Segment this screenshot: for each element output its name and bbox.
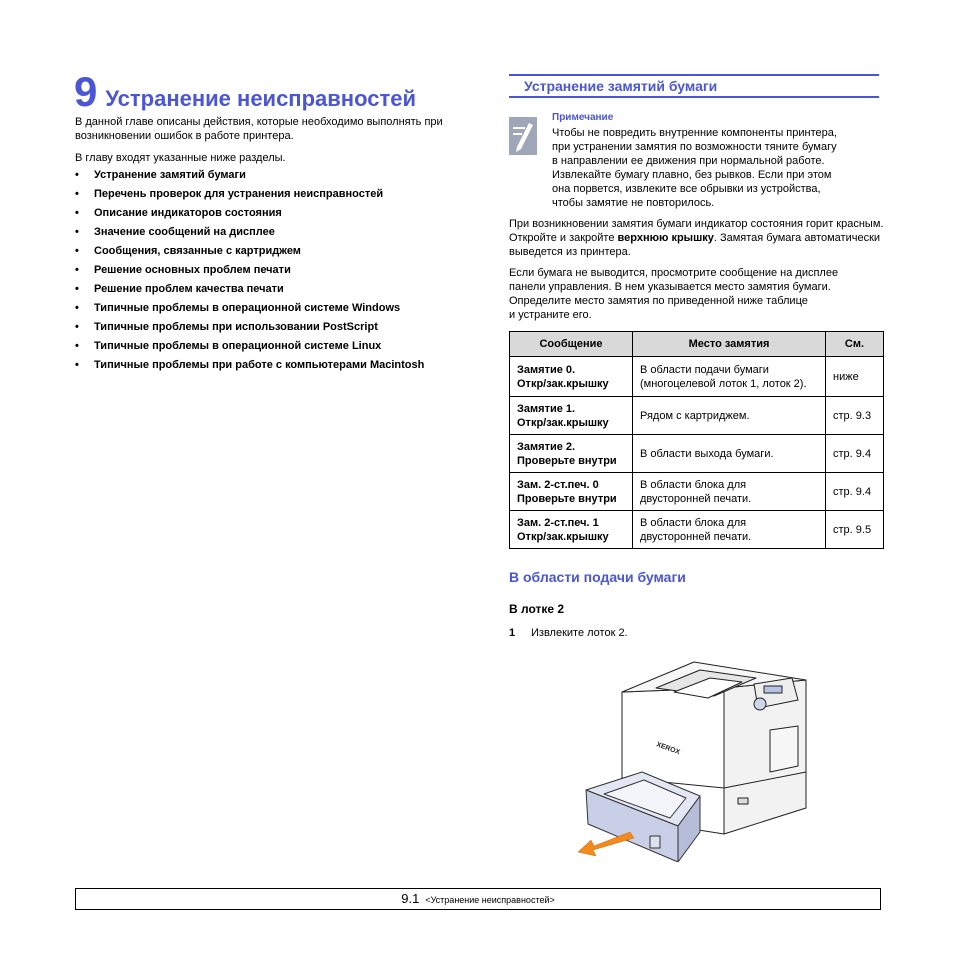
chapter-number: 9 bbox=[74, 68, 98, 115]
section-link[interactable]: • Типичные проблемы при использовании PostScript bbox=[75, 320, 465, 339]
note-line: она порвется, извлеките все обрывки из устройства, bbox=[552, 183, 821, 195]
jam-see-link[interactable]: стр. 9.5 bbox=[826, 511, 884, 549]
jam-location-cell: В области подачи бумаги (многоцелевой лоток 1, лоток 2). bbox=[633, 357, 826, 397]
subsubsection-title: В лотке 2 bbox=[509, 602, 565, 616]
chapter-title bbox=[74, 68, 416, 116]
jam-see-link[interactable]: стр. 9.3 bbox=[826, 397, 884, 435]
table-row bbox=[510, 397, 884, 435]
footer-chapter-title: <Устранение неисправностей> bbox=[425, 895, 555, 905]
para-emphasis: верхнюю крышку bbox=[617, 232, 714, 244]
jam-location-table bbox=[509, 331, 884, 549]
step-number: 1 bbox=[509, 627, 516, 639]
chapter-section-list bbox=[75, 168, 465, 377]
jam-message-cell: Зам. 2-ст.печ. 1 Откр/зак.крышку bbox=[510, 511, 633, 549]
chapter-intro-sections: В главу входят указанные ниже разделы. bbox=[75, 152, 286, 164]
jam-location-cell: В области выхода бумаги. bbox=[633, 435, 826, 473]
table-header-row bbox=[510, 332, 884, 357]
chapter-heading: Устранение неисправностей bbox=[105, 86, 417, 111]
section-link[interactable]: • Сообщения, связанные с картриджем bbox=[75, 244, 465, 263]
para-line: и устраните его. bbox=[509, 309, 592, 321]
section-link[interactable]: • Типичные проблемы в операционной системе Linux bbox=[75, 339, 465, 358]
note-label: Примечание bbox=[552, 112, 614, 123]
page-footer bbox=[75, 888, 881, 910]
jam-location-cell: В области блока для двусторонней печати. bbox=[633, 473, 826, 511]
jam-message-cell: Замятие 1. Откр/зак.крышку bbox=[510, 397, 633, 435]
section-link[interactable]: • Решение основных проблем печати bbox=[75, 263, 465, 282]
jam-message-cell: Замятие 2. Проверьте внутри bbox=[510, 435, 633, 473]
para-line: панели управления. В нем указывается место замятия бумаги. bbox=[509, 281, 831, 293]
column-header-location: Место замятия bbox=[633, 332, 826, 357]
section-link[interactable]: • Устранение замятий бумаги bbox=[75, 168, 465, 187]
note-line: чтобы замятие не повторилось. bbox=[552, 197, 715, 209]
printer-illustration bbox=[574, 648, 812, 862]
section-link[interactable]: • Решение проблем качества печати bbox=[75, 282, 465, 301]
para-text: . Замятая бумага автоматически выведется из принтера. bbox=[509, 232, 881, 258]
section-link[interactable]: • Перечень проверок для устранения неисправностей bbox=[75, 187, 465, 206]
column-header-see: См. bbox=[826, 332, 884, 357]
table-row bbox=[510, 511, 884, 549]
page-number: 9.1 bbox=[401, 891, 420, 906]
jam-see-link[interactable]: стр. 9.4 bbox=[826, 435, 884, 473]
section-title: Устранение замятий бумаги bbox=[509, 74, 879, 98]
column-header-message: Сообщение bbox=[510, 332, 633, 357]
jam-see-cell: ниже bbox=[826, 357, 884, 397]
printer-brand: XEROX bbox=[655, 741, 681, 757]
para-text: При возникновении замятия бумаги индикатор состояния горит красным. Откройте и закройте bbox=[509, 218, 884, 244]
note-text bbox=[552, 126, 872, 210]
jam-display-paragraph bbox=[509, 266, 889, 322]
note-line: Чтобы не повредить внутренние компоненты принтера, bbox=[552, 127, 837, 139]
section-link[interactable]: • Типичные проблемы при работе с компьютерами Macintosh bbox=[75, 358, 465, 377]
step-text: Извлеките лоток 2. bbox=[531, 627, 628, 639]
jam-message-cell: Зам. 2-ст.печ. 0 Проверьте внутри bbox=[510, 473, 633, 511]
table-row bbox=[510, 435, 884, 473]
subsection-title: В области подачи бумаги bbox=[509, 569, 686, 585]
pull-direction-arrow-icon bbox=[578, 832, 634, 856]
jam-see-link[interactable]: стр. 9.4 bbox=[826, 473, 884, 511]
para-line: Определите место замятия по приведенной ниже таблице bbox=[509, 295, 808, 307]
para-line: Если бумага не выводится, просмотрите сообщение на дисплее bbox=[509, 267, 839, 279]
section-link[interactable]: • Значение сообщений на дисплее bbox=[75, 225, 465, 244]
jam-location-cell: В области блока для двусторонней печати. bbox=[633, 511, 826, 549]
jam-location-cell: Рядом с картриджем. bbox=[633, 397, 826, 435]
note-line: Извлекайте бумагу плавно, без рывков. Если при этом bbox=[552, 169, 832, 181]
jam-message-cell: Замятие 0. Откр/зак.крышку bbox=[510, 357, 633, 397]
section-link[interactable]: • Типичные проблемы в операционной системе Windows bbox=[75, 301, 465, 320]
jam-indicator-paragraph bbox=[509, 217, 889, 259]
note-line: при устранении замятия по возможности тяните бумагу bbox=[552, 141, 837, 153]
chapter-intro: В данной главе описаны действия, которые необходимо выполнять при возникновении ошибок в работе принтера. bbox=[75, 116, 443, 142]
section-link[interactable]: • Описание индикаторов состояния bbox=[75, 206, 465, 225]
note-icon bbox=[509, 117, 537, 155]
table-row bbox=[510, 357, 884, 397]
note-line: в направлении ее движения при нормальной работе. bbox=[552, 155, 825, 167]
table-row bbox=[510, 473, 884, 511]
